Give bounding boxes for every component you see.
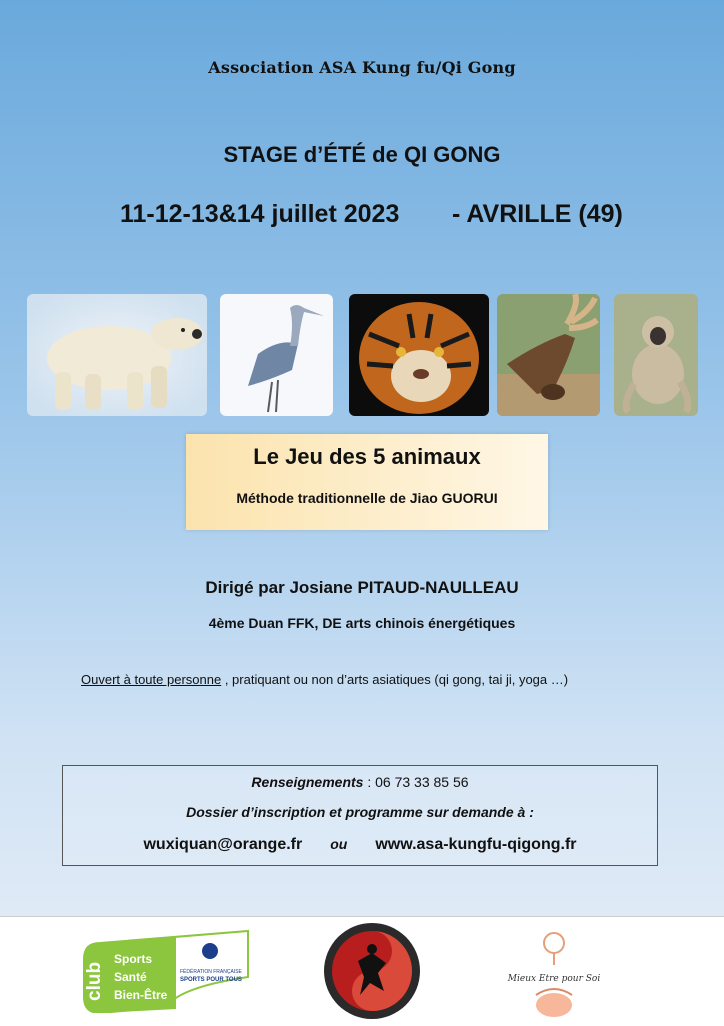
dossier-line: Dossier d’inscription et programme sur demande à : (186, 804, 534, 820)
audience-underlined: Ouvert à toute personne (81, 672, 222, 687)
club-sports-sante-logo (80, 929, 252, 1013)
info-box (62, 765, 658, 866)
club-line-1: Sports (114, 952, 153, 966)
association-title: Association ASA Kung fu/Qi Gong (208, 58, 516, 77)
contact-phone[interactable]: : 06 73 33 85 56 (363, 774, 469, 790)
five-animals-box (186, 434, 548, 530)
federation-line-1: FÉDÉRATION FRANÇAISE (180, 969, 242, 975)
event-dates: 11-12-13&14 juillet 2023 (120, 200, 400, 228)
wuxiquan-logo (322, 921, 422, 1021)
footer (0, 916, 724, 1025)
tiger-image (349, 294, 489, 416)
mieux-etre-logo (506, 925, 602, 1021)
audience-rest: , pratiquant ou non d’arts asiatiques (qi gong, tai ji, yoga …) (221, 672, 569, 687)
grade-line: 4ème Duan FFK, DE arts chinois énergétiques (208, 615, 516, 631)
mieux-etre-text: Mieux Etre pour Soi (507, 974, 601, 984)
deer-image (497, 294, 600, 416)
game-subtitle: Méthode traditionnelle de Jiao GUORUI (236, 490, 498, 506)
game-title: Le Jeu des 5 animaux (253, 444, 481, 469)
email-link[interactable]: wuxiquan@orange.fr (143, 836, 303, 853)
event-location: - AVRILLE (49) (452, 200, 623, 228)
monkey-image (614, 294, 698, 416)
or-text: ou (330, 836, 348, 852)
polar-bear-image (27, 294, 207, 416)
links-line (63, 836, 657, 854)
website-link[interactable]: www.asa-kungfu-qigong.fr (375, 836, 577, 853)
director-line: Dirigé par Josiane PITAUD-NAULLEAU (205, 578, 519, 597)
federation-line-2: SPORTS POUR TOUS (180, 977, 242, 983)
animal-photos (0, 294, 724, 418)
club-line-3: Bien-Être (114, 988, 168, 1002)
audience-line (81, 672, 568, 687)
stage-title: STAGE d’ÉTÉ de QI GONG (223, 142, 501, 167)
contact-label: Renseignements (251, 774, 364, 790)
heron-image (220, 294, 333, 416)
club-word: club (84, 961, 105, 1001)
contact-line (63, 774, 657, 790)
club-line-2: Santé (114, 970, 147, 984)
